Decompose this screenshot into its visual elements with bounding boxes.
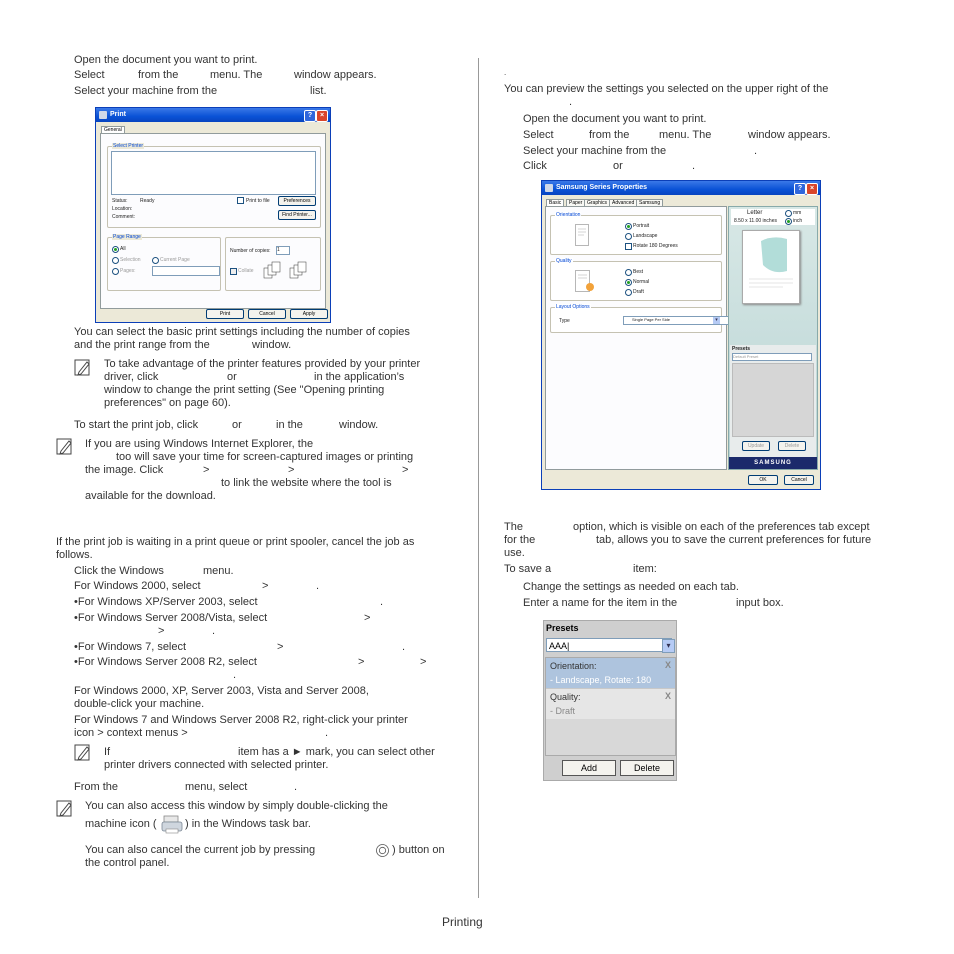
cancel-intro-2: follows.: [56, 549, 93, 561]
mm-label: mm: [793, 210, 802, 216]
presets-mini-select[interactable]: Default Preset: [732, 353, 812, 361]
orientation-label: Orientation: [556, 212, 581, 218]
status-label: Status:: [112, 198, 128, 204]
preset-items-list: [545, 657, 676, 756]
preset-item-orientation[interactable]: [546, 658, 675, 688]
presets-para1a: The: [504, 521, 523, 533]
presets-para1b: option, which is visible on each of the preferences tab except: [573, 521, 870, 533]
normal-radio[interactable]: [625, 279, 632, 286]
section-dot: .: [504, 68, 507, 77]
copies-input[interactable]: 1: [276, 246, 290, 255]
paper-info: [731, 209, 815, 225]
select-printer-label: Select Printer: [113, 143, 144, 149]
step-select-machine-b: list.: [310, 85, 327, 97]
r-step2a: Select: [523, 129, 554, 141]
paper-size-dimensions: 8.50 x 11.00 inches: [734, 218, 777, 224]
ok-button[interactable]: OK: [748, 475, 778, 485]
basic-tab-panel: [545, 206, 727, 470]
type-select[interactable]: Single Page Per Side: [623, 316, 729, 325]
print-to-file-checkbox[interactable]: [237, 197, 244, 204]
presets-panel: [543, 620, 677, 781]
presets-step1: Change the settings as needed on each tab.: [523, 581, 739, 593]
presets-mini-title: Presets: [732, 346, 751, 352]
cancel-step11: For Windows 7 and Windows Server 2008 R2, right-click your printer: [74, 714, 408, 726]
printer-icon: [99, 111, 107, 119]
presets-mini-panel: [730, 345, 816, 457]
preset-item-quality-title: Quality:: [550, 692, 581, 702]
cancel-step7a: •For Windows Server 2008 R2, select: [74, 656, 257, 668]
printer-list[interactable]: [111, 151, 316, 195]
presets-para3: use.: [504, 547, 525, 559]
cancel-step10: double-click your machine.: [74, 698, 205, 710]
landscape-radio[interactable]: [625, 233, 632, 240]
note2-line3a: the image. Click: [85, 464, 164, 476]
quality-page-icon: [575, 270, 597, 294]
portrait-label: Portrait: [633, 223, 650, 229]
draft-label: Draft: [633, 289, 644, 295]
r-step4b: or: [613, 160, 623, 172]
r-step3b: .: [754, 145, 758, 157]
presets-para4a: To save a: [504, 563, 552, 575]
landscape-label: Landscape: [633, 233, 658, 239]
note4-line3a: You can also cancel the current job by pressing: [85, 844, 316, 856]
preview-line2: .: [569, 96, 573, 108]
note3-line1b: item has a ► mark, you can select other: [238, 746, 435, 758]
cancel-step9: For Windows 2000, XP, Server 2003, Vista and Server 2008,: [74, 685, 369, 697]
note1-line2c: in the application’s: [314, 371, 405, 383]
cancel-button[interactable]: Cancel: [248, 309, 286, 319]
cancel-step7c: >: [420, 656, 427, 668]
collate-pages-icon: [262, 260, 316, 282]
presets-title: Presets: [546, 623, 579, 633]
note-pen-icon: [56, 800, 74, 818]
cancel-step3a: •For Windows XP/Server 2003, select: [74, 596, 258, 608]
note2-line3d: >: [402, 464, 409, 476]
cancel-step6c: .: [402, 641, 406, 653]
print-dialog-title: Print: [110, 111, 126, 118]
cancel-step5b: .: [212, 625, 216, 637]
close-icon[interactable]: ×: [316, 110, 328, 122]
note-pen-icon: [74, 359, 92, 377]
preview-graphic: [743, 231, 799, 303]
current-page-label: Current Page: [160, 257, 190, 263]
preset-item-quality[interactable]: [546, 688, 675, 719]
page-footer: Printing: [442, 915, 483, 929]
pages-input[interactable]: [152, 266, 220, 276]
presets-para4b: item:: [633, 563, 657, 575]
presets-step2b: input box.: [736, 597, 784, 609]
note4-line1: You can also access this window by simply double-clicking the: [85, 800, 388, 812]
tab-graphics[interactable]: Graphics: [584, 199, 610, 207]
print-to-file-label: Print to file: [246, 198, 270, 204]
cancel-step4a: •For Windows Server 2008/Vista, select: [74, 612, 268, 624]
remove-icon[interactable]: X: [664, 660, 671, 670]
machine-tray-icon: [160, 812, 184, 836]
para-basic-settings-2b: window.: [252, 339, 292, 351]
preset-item-quality-detail: - Draft: [550, 706, 576, 716]
column-divider: [478, 58, 479, 898]
type-label: Type: [559, 318, 570, 324]
note2-line3c: >: [288, 464, 295, 476]
start-print-d: window.: [339, 419, 379, 431]
samsung-logo: SAMSUNG: [729, 457, 817, 469]
step-select-machine-a: Select your machine from the: [74, 85, 218, 97]
step-select-print-a: Select: [74, 69, 105, 81]
layout-options-group: [550, 304, 722, 333]
current-page-radio[interactable]: [152, 257, 159, 264]
r-step2d: window appears.: [748, 129, 831, 141]
start-print-c: in the: [276, 419, 303, 431]
preset-item-orientation-title: Orientation:: [550, 661, 597, 671]
para-basic-settings-2a: and the print range from the: [74, 339, 210, 351]
cancel-step6b: >: [277, 641, 284, 653]
note2-line2: too will save your time for screen-captured images or printing: [116, 451, 414, 463]
all-label: All: [120, 246, 126, 252]
apply-button[interactable]: Apply: [290, 309, 328, 319]
presets-para2a: for the: [504, 534, 536, 546]
selection-label: Selection: [120, 257, 141, 263]
selection-radio[interactable]: [112, 257, 119, 264]
remove-icon[interactable]: X: [664, 691, 671, 701]
preset-name-input[interactable]: AAA|: [546, 638, 672, 652]
help-icon[interactable]: ?: [794, 183, 806, 195]
printer-icon: [545, 184, 553, 192]
help-icon[interactable]: ?: [304, 110, 316, 122]
portrait-radio[interactable]: [625, 223, 632, 230]
orientation-group: [550, 212, 722, 255]
all-radio[interactable]: [112, 246, 119, 253]
tab-samsung[interactable]: Samsung: [636, 199, 663, 207]
note2-line4: to link the website where the tool is: [221, 477, 392, 489]
close-icon[interactable]: ×: [806, 183, 818, 195]
inch-radio[interactable]: [785, 218, 792, 225]
note2-line3b: >: [203, 464, 210, 476]
cancel-step1b: menu.: [203, 565, 234, 577]
normal-label: Normal: [633, 279, 650, 285]
status-value: Ready: [140, 198, 155, 204]
note1-line3: window to change the print setting (See "Opening printing: [104, 384, 385, 396]
cancel-step7b: >: [358, 656, 365, 668]
rotate-checkbox[interactable]: [625, 243, 632, 250]
draft-radio[interactable]: [625, 289, 632, 296]
comment-label: Comment:: [112, 214, 136, 220]
cancel-step13b: menu, select: [185, 781, 248, 793]
quality-group: [550, 258, 722, 301]
tab-general[interactable]: General: [101, 126, 125, 134]
r-step4a: Click: [523, 160, 547, 172]
print-dialog: [95, 107, 331, 323]
copies-group: [225, 237, 321, 291]
note1-line2b: or: [227, 371, 237, 383]
properties-titlebar: [542, 181, 820, 195]
r-step3a: Select your machine from the: [523, 145, 667, 157]
para-basic-settings-1: You can select the basic print settings including the number of copies: [74, 326, 410, 338]
r-step4c: .: [692, 160, 696, 172]
quality-label: Quality: [556, 258, 572, 264]
stop-button-icon: [375, 843, 390, 858]
start-print-a: To start the print job, click: [74, 419, 199, 431]
cancel-step4b: >: [364, 612, 371, 624]
cancel-intro-1: If the print job is waiting in a print queue or print spooler, cancel the job as: [56, 536, 415, 548]
chevron-down-icon[interactable]: ▾: [662, 639, 675, 653]
tab-basic[interactable]: Basic: [546, 199, 564, 207]
cancel-step8: .: [233, 669, 237, 681]
cancel-step6a: •For Windows 7, select: [74, 641, 187, 653]
cancel-step5a: >: [158, 625, 165, 637]
note-pen-icon: [56, 438, 74, 456]
properties-dialog: [541, 180, 821, 490]
cancel-step2a: For Windows 2000, select: [74, 580, 201, 592]
print-dialog-titlebar: [96, 108, 330, 122]
add-preset-button[interactable]: Add: [562, 760, 616, 776]
preview-line1: You can preview the settings you selected on the upper right of the: [504, 83, 829, 95]
step-select-print-b: from the: [138, 69, 179, 81]
cancel-step12b: .: [325, 727, 329, 739]
portrait-page-icon: [575, 224, 589, 246]
tab-advanced[interactable]: Advanced: [609, 199, 637, 207]
cancel-step1a: Click the Windows: [74, 565, 164, 577]
page-preview: [742, 230, 800, 304]
tab-paper[interactable]: Paper: [566, 199, 585, 207]
start-print-b: or: [232, 419, 242, 431]
props-cancel-button[interactable]: Cancel: [784, 475, 814, 485]
print-button[interactable]: Print: [206, 309, 244, 319]
inch-label: inch: [793, 218, 803, 224]
delete-preset-item-button[interactable]: Delete: [620, 760, 674, 776]
r-step1: Open the document you want to print.: [523, 113, 707, 125]
cancel-step13a: From the: [74, 781, 119, 793]
cancel-step2c: .: [316, 580, 320, 592]
delete-preset-button[interactable]: Delete: [778, 441, 806, 451]
preview-panel: [728, 206, 818, 470]
note4-line3b: ) button on: [392, 844, 445, 856]
presets-step2a: Enter a name for the item in the: [523, 597, 678, 609]
step-open-document: Open the document you want to print.: [74, 54, 258, 66]
cancel-step2b: >: [262, 580, 269, 592]
note3-line2: printer drivers connected with selected printer.: [104, 759, 329, 771]
note-pen-icon: [74, 744, 92, 762]
best-label: Best: [633, 269, 644, 275]
r-step2c: menu. The: [659, 129, 712, 141]
r-step2b: from the: [589, 129, 630, 141]
note1-line2a: driver, click: [104, 371, 159, 383]
collate-label: Collate: [238, 268, 254, 274]
step-select-print-c: menu. The: [210, 69, 263, 81]
pages-radio[interactable]: [112, 268, 119, 275]
cancel-step3b: .: [380, 596, 384, 608]
note2-line5: available for the download.: [85, 490, 216, 502]
note3-line1a: If: [104, 746, 111, 758]
page-range-group: [107, 234, 221, 291]
note4-line2b: ) in the Windows task bar.: [185, 818, 311, 830]
note1-line1: To take advantage of the printer features provided by your printer: [104, 358, 421, 370]
presets-mini-list: [732, 363, 814, 437]
presets-para2b: tab, allows you to save the current preferences for future: [596, 534, 872, 546]
cancel-step12a: icon > context menus >: [74, 727, 188, 739]
rotate-label: Rotate 180 Degrees: [633, 243, 678, 249]
note2-line1: If you are using Windows Internet Explorer, the: [85, 438, 314, 450]
best-radio[interactable]: [625, 269, 632, 276]
note4-line2a: machine icon (: [85, 818, 157, 830]
copies-label: Number of copies:: [230, 248, 271, 254]
pages-label: Pages:: [120, 268, 136, 274]
update-button[interactable]: Update: [742, 441, 770, 451]
select-printer-group: [107, 143, 321, 228]
note1-line4: preferences" on page 60).: [104, 397, 231, 409]
note4-line4: the control panel.: [85, 857, 170, 869]
chevron-down-icon[interactable]: ▾: [713, 317, 720, 324]
location-label: Location:: [112, 206, 133, 212]
collate-checkbox[interactable]: [230, 268, 237, 275]
layout-options-label: Layout Options: [556, 304, 590, 310]
page-range-label: Page Range: [113, 234, 141, 240]
preferences-button[interactable]: Preferences: [278, 196, 316, 206]
cancel-step13c: .: [294, 781, 298, 793]
mm-radio[interactable]: [785, 210, 792, 217]
properties-title: Samsung Series Properties: [556, 184, 648, 191]
step-select-print-d: window appears.: [294, 69, 377, 81]
find-printer-button[interactable]: Find Printer...: [278, 210, 316, 220]
preset-item-orientation-detail: - Landscape, Rotate: 180: [550, 675, 652, 685]
paper-size-name: Letter: [747, 210, 763, 216]
